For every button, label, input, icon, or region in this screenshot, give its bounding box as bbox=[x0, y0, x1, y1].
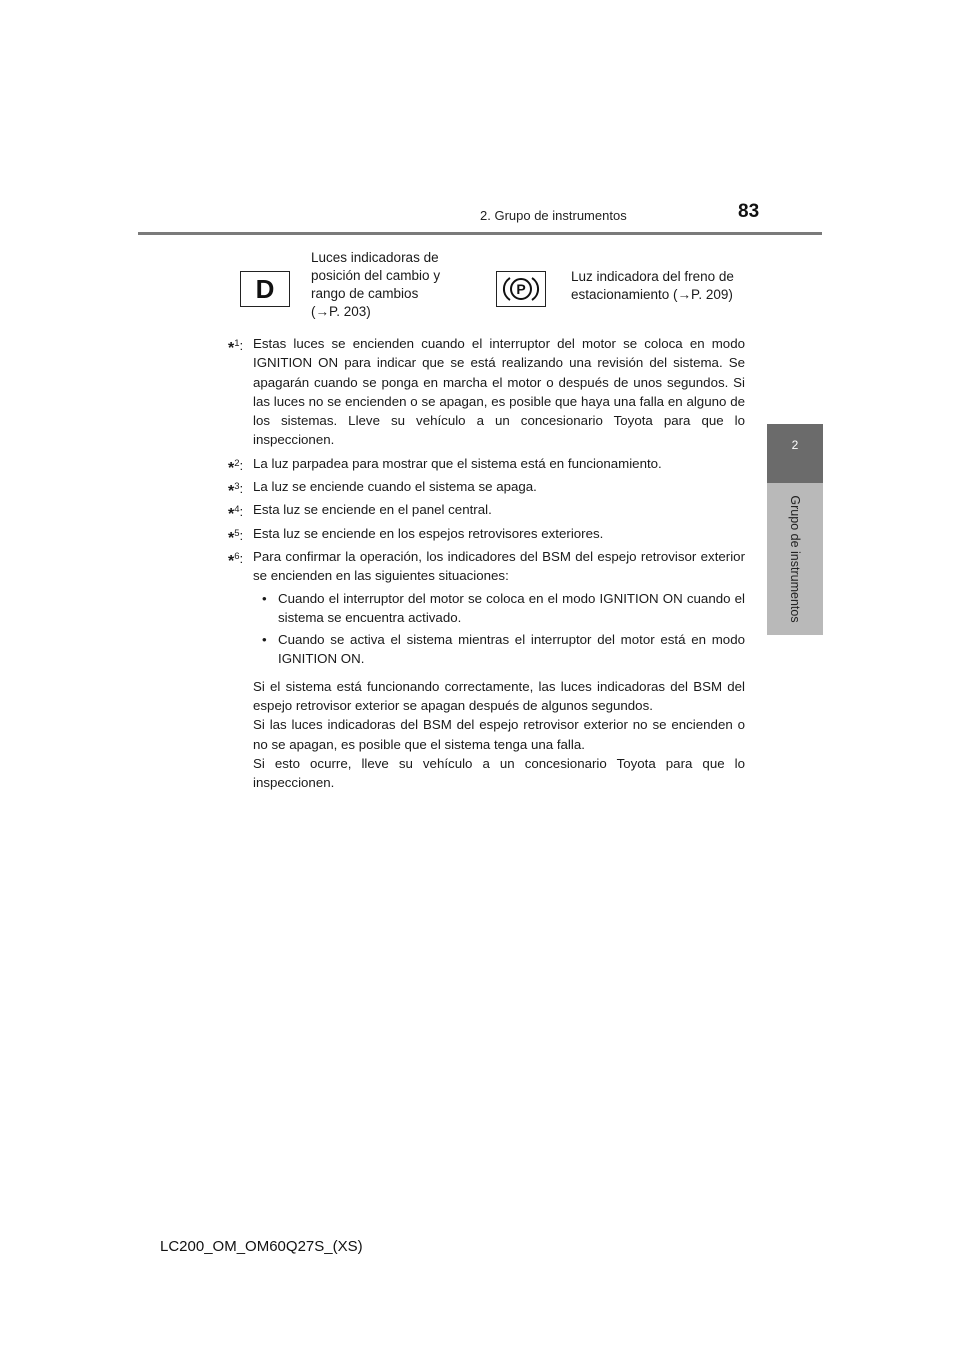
paragraph-line: Si esto ocurre, lleve su vehículo a un concesionario Toyota para que lo inspeccionen. bbox=[253, 755, 745, 791]
header-rule bbox=[138, 232, 822, 235]
parking-brake-letter: P bbox=[516, 281, 526, 297]
footnote-marker: *$^1$: bbox=[228, 338, 244, 357]
footnote-text: Estas luces se encienden cuando el interruptor del motor se coloca en modo IGNITION ON para indicar que se está realizando una revisión del sistema. Se apagarán cuando se ponga en marcha el motor o después de unos segundos. Si las luces no se encienden o se apagan, es posible que haya una falla en alguno de los sistemas. Lleve su vehículo a un concesionario Toyota para que lo inspeccionen. bbox=[253, 336, 745, 448]
footnote-text: Para confirmar la operación, los indicadores del BSM del espejo retrovisor exterior se encienden en las siguientes situaciones: bbox=[253, 548, 745, 584]
chapter-label: Grupo de instrumentos bbox=[788, 495, 802, 623]
page-number: 83 bbox=[738, 201, 760, 222]
running-header-section: 2. Grupo de instrumentos bbox=[480, 208, 627, 223]
bullet-text: Cuando se activa el sistema mientras el interruptor del motor está en modo IGNITION ON. bbox=[278, 632, 745, 667]
bullet-text: Cuando el interruptor del motor se coloca en el modo IGNITION ON cuando el sistema se encuentra activado. bbox=[278, 590, 745, 625]
footnote-marker: *$^3$: bbox=[228, 481, 244, 501]
footnote-1 bbox=[228, 334, 745, 450]
bullet-dot: • bbox=[262, 632, 267, 648]
footnote-4 bbox=[228, 500, 745, 524]
footnote-text: Esta luz se enciende en los espejos retrovisores exteriores. bbox=[253, 525, 604, 541]
bullet-item bbox=[262, 630, 745, 669]
footnotes bbox=[228, 334, 745, 797]
chapter-number: 2 bbox=[791, 438, 799, 452]
indicator-line: rango de cambios bbox=[311, 286, 419, 301]
footnote-text: La luz parpadea para mostrar que el sistema está en funcionamiento. bbox=[253, 455, 662, 471]
parking-brake-icon bbox=[496, 271, 546, 307]
bullet-item bbox=[262, 589, 745, 628]
parking-brake-glyph bbox=[501, 274, 541, 304]
indicator-line: estacionamiento (→P. 209) bbox=[571, 287, 733, 302]
bullet-dot: • bbox=[262, 590, 267, 606]
footnote-marker: *$^4$: bbox=[228, 504, 244, 524]
indicator-line: (→P. 203) bbox=[311, 304, 371, 319]
footnote-text: La luz se enciende cuando el sistema se apaga. bbox=[253, 479, 537, 495]
indicator-parking-brake bbox=[571, 268, 734, 304]
paragraph-line: Si el sistema está funcionando correctamente, las luces indicadoras del BSM del espejo retrovisor exterior se apagan después de algunos segundos. bbox=[253, 678, 745, 714]
footnote-5 bbox=[228, 524, 745, 547]
footnote-marker: *$^5$: bbox=[228, 527, 244, 547]
indicator-line: posición del cambio y bbox=[311, 268, 441, 283]
footer-document-code: LC200_OM_OM60Q27S_(XS) bbox=[160, 1238, 363, 1255]
footnote-paragraph bbox=[253, 677, 745, 793]
indicator-line: Luces indicadoras de bbox=[311, 250, 439, 265]
paragraph-line: Si las luces indicadoras del BSM del espejo retrovisor exterior no se encienden o no se apagan, es posible que el sistema tenga una falla. bbox=[253, 717, 745, 752]
chapter-tab-number bbox=[767, 424, 823, 483]
footnote-marker: *$^2$: bbox=[228, 457, 244, 477]
footnote-3 bbox=[228, 477, 745, 501]
footnote-2 bbox=[228, 454, 745, 477]
footnote-text: Esta luz se enciende en el panel central. bbox=[253, 502, 492, 518]
footnote-marker: *$^6$: bbox=[228, 550, 244, 570]
chapter-tab-label bbox=[767, 483, 823, 635]
indicator-line: Luz indicadora del freno de bbox=[571, 269, 734, 284]
shift-position-d-icon: D bbox=[240, 271, 290, 307]
indicator-shift-position bbox=[311, 249, 440, 321]
footnote-6 bbox=[228, 547, 745, 793]
